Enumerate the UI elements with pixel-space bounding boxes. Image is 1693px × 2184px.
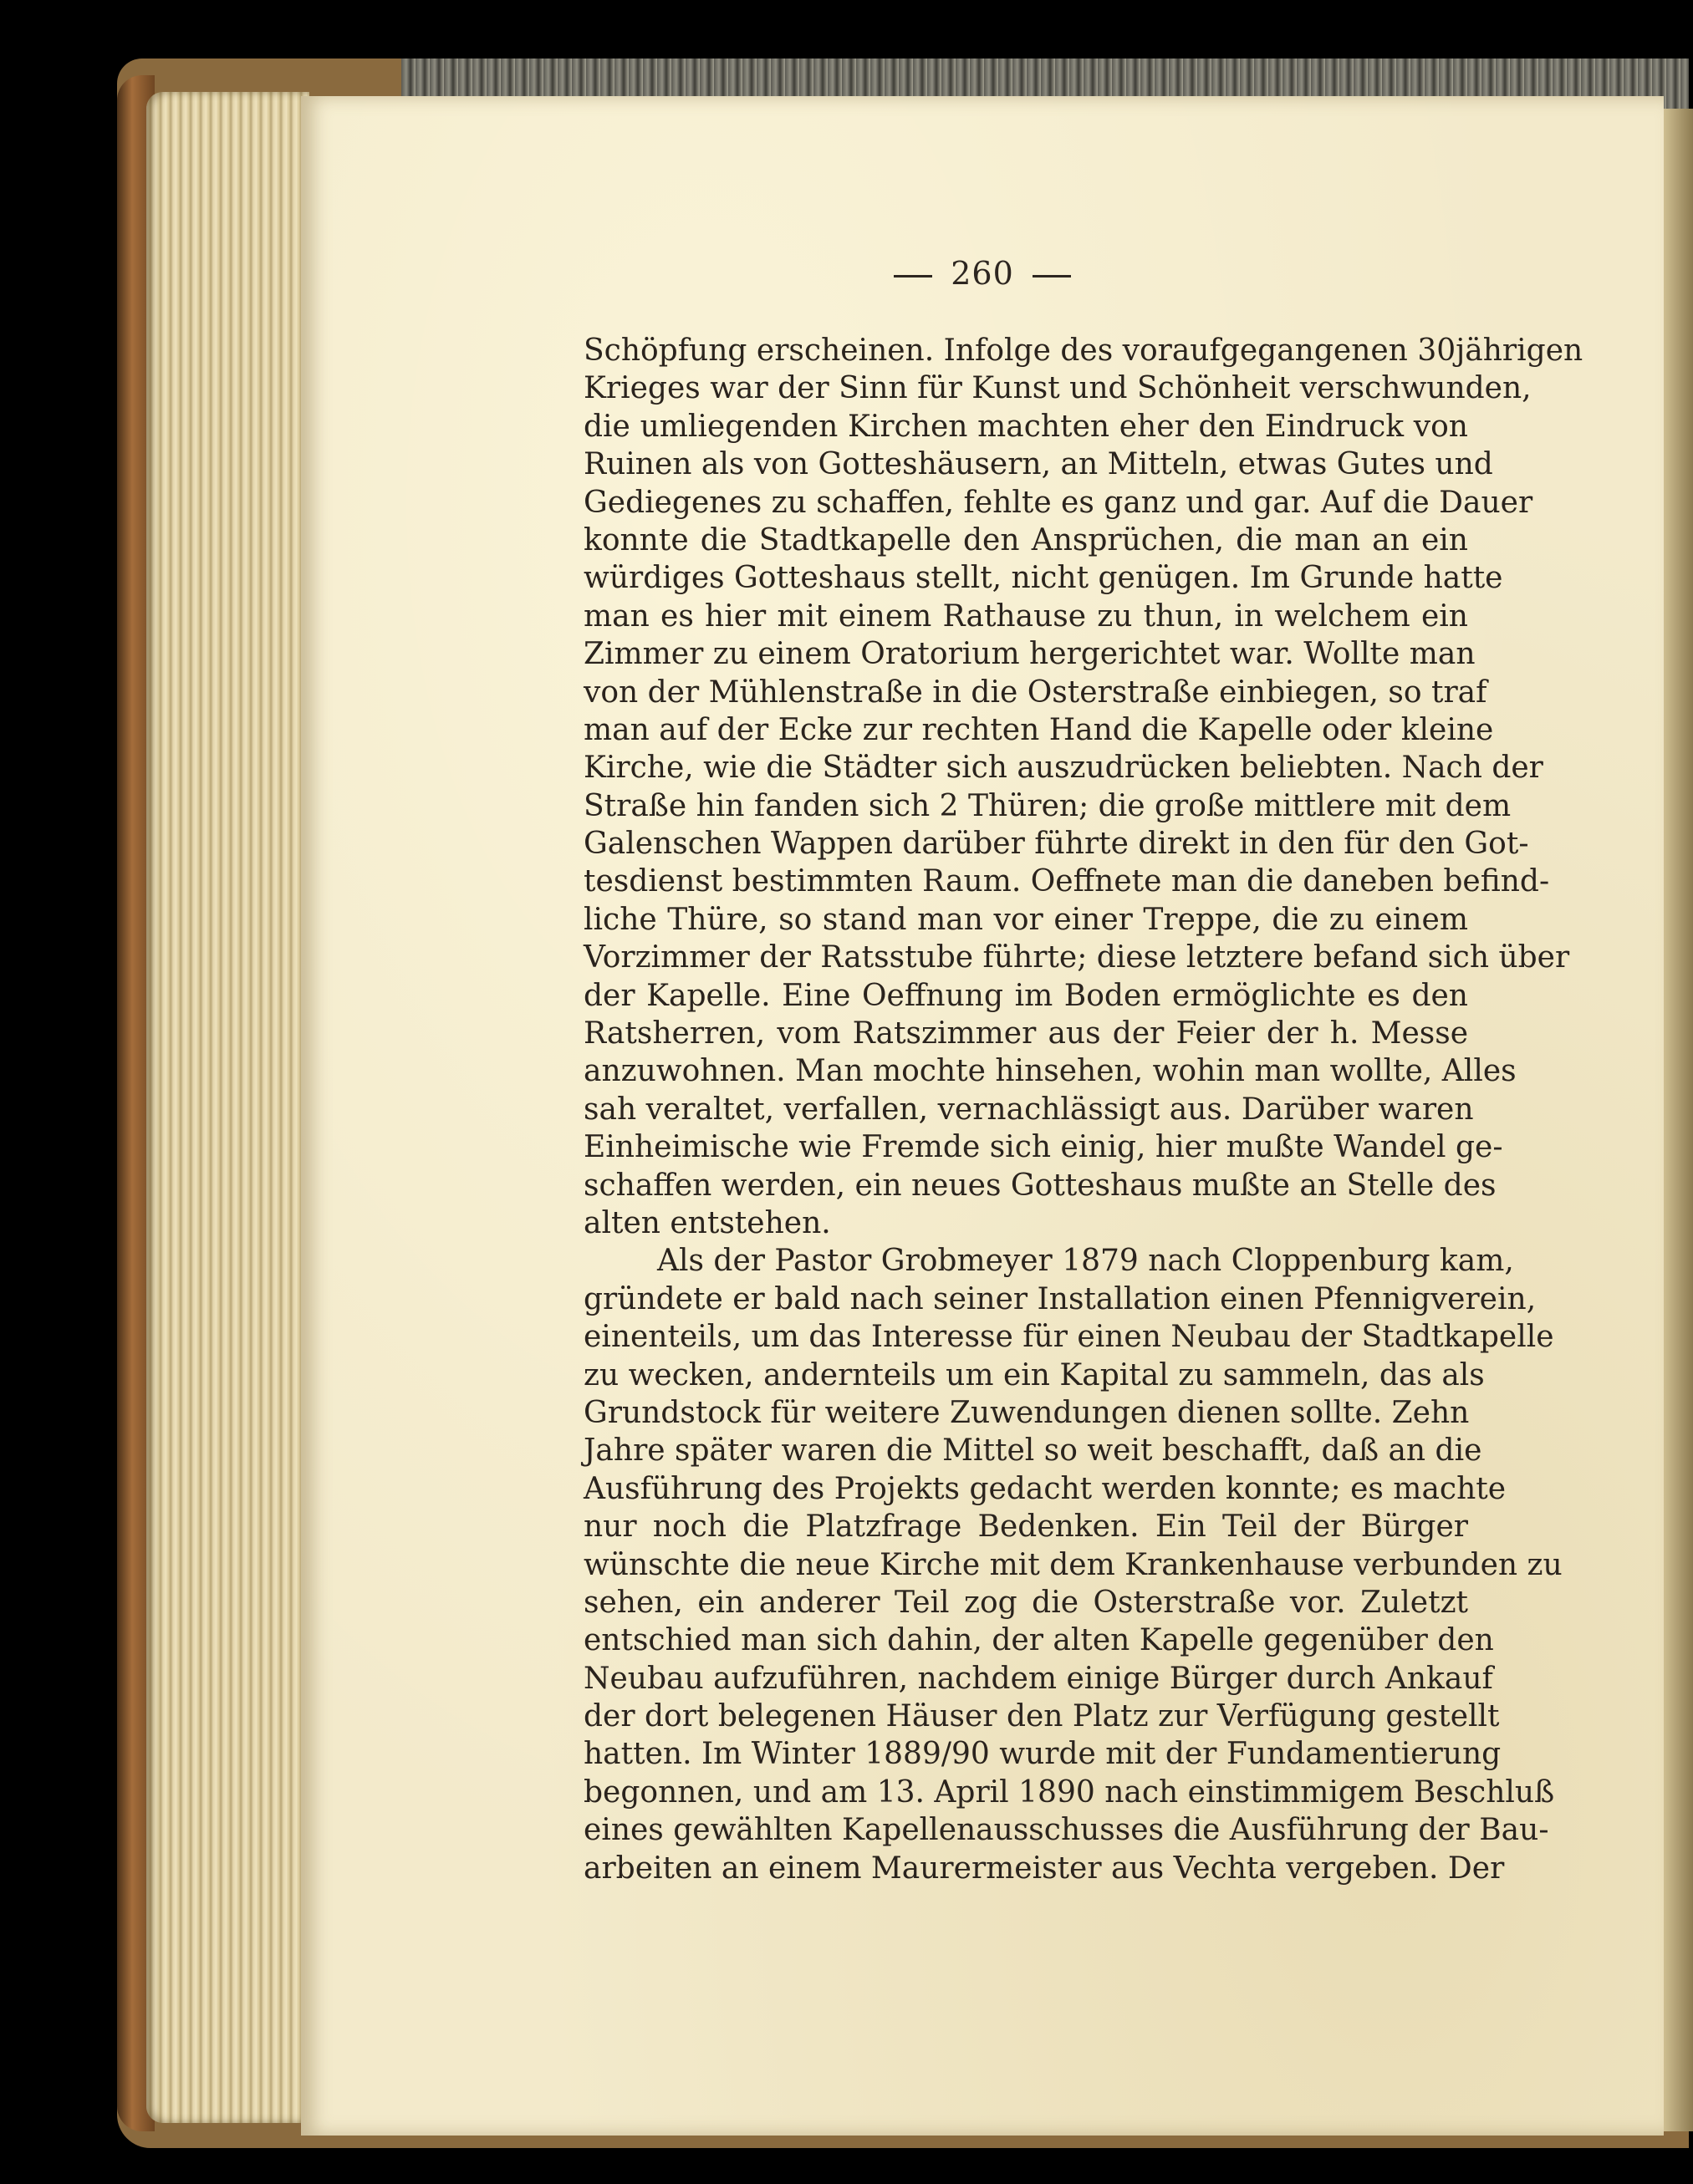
text-line: tesdienst bestimmten Raum. Oeffnete man die daneben befind- [584, 864, 1550, 899]
dash-left [894, 275, 932, 277]
text-line: Straße hin fanden sich 2 Thüren; die große mittlere mit dem [584, 788, 1512, 823]
body-text [584, 332, 1583, 1887]
text-line: konnte die Stadtkapelle den Ansprüchen, die man an ein [584, 522, 1468, 557]
text-line: Jahre später waren die Mittel so weit beschafft, daß an die [584, 1433, 1482, 1469]
text-line: Einheimische wie Fremde sich einig, hier mußte Wandel ge- [584, 1130, 1503, 1165]
text-line: liche Thüre, so stand man vor einer Treppe, die zu einem [584, 902, 1468, 937]
text-line: Ruinen als von Gotteshäusern, an Mitteln, etwas Gutes und [584, 447, 1493, 482]
text-line: schaffen werden, ein neues Gotteshaus mußte an Stelle des [584, 1168, 1497, 1203]
text-line: sah veraltet, verfallen, vernachlässigt aus. Darüber waren [584, 1092, 1474, 1127]
text-line: der dort belegenen Häuser den Platz zur Verfügung gestellt [584, 1699, 1500, 1734]
text-line: einenteils, um das Interesse für einen Neubau der Stadtkapelle [584, 1320, 1554, 1355]
text-line: Galenschen Wappen darüber führte direkt in den für den Got- [584, 827, 1529, 862]
text-line: Kirche, wie die Städter sich auszudrücken beliebten. Nach der [584, 751, 1543, 786]
text-line: arbeiten an einem Maurermeister aus Vechta vergeben. Der [584, 1851, 1505, 1886]
book-page [301, 96, 1664, 2136]
text-line: Vorzimmer der Ratsstube führte; diese letztere befand sich über [584, 940, 1570, 975]
text-line: man auf der Ecke zur rechten Hand die Kapelle oder kleine [584, 712, 1494, 747]
text-line: Als der Pastor Grobmeyer 1879 nach Cloppenburg kam, [657, 1244, 1514, 1279]
text-line: zu wecken, andernteils um ein Kapital zu sammeln, das als [584, 1357, 1485, 1392]
text-line: die umliegenden Kirchen machten eher den Eindruck von [584, 409, 1468, 444]
text-line: sehen, ein anderer Teil zog die Osterstraße vor. Zuletzt [584, 1585, 1468, 1620]
dash-right [1033, 275, 1071, 277]
text-line: Grundstock für weitere Zuwendungen dienen sollte. Zehn [584, 1395, 1470, 1430]
text-line: Ratsherren, vom Ratszimmer aus der Feier der h. Messe [584, 1016, 1468, 1051]
text-line: eines gewählten Kapellenausschusses die Ausführung der Bau- [584, 1813, 1549, 1848]
facing-page-gutter [1660, 109, 1693, 2131]
text-line: von der Mühlenstraße in die Osterstraße einbiegen, so traf [584, 675, 1487, 710]
text-line: entschied man sich dahin, der alten Kapelle gegenüber den [584, 1623, 1494, 1658]
text-line: gründete er bald nach seiner Installation einen Pfennigverein, [584, 1281, 1537, 1316]
text-line: der Kapelle. Eine Oeffnung im Boden ermöglichte es den [584, 978, 1468, 1013]
page-number: 260 [951, 255, 1014, 292]
text-line: Schöpfung erscheinen. Infolge des voraufgegangenen 30jährigen [584, 333, 1583, 368]
text-line: nur noch die Platzfrage Bedenken. Ein Teil der Bürger [584, 1509, 1468, 1545]
text-line: Zimmer zu einem Oratorium hergerichtet war. Wollte man [584, 637, 1476, 672]
text-line: alten entstehen. [584, 1205, 831, 1240]
page-number-header [301, 255, 1664, 292]
text-line: würdiges Gotteshaus stellt, nicht genügen. Im Grunde hatte [584, 561, 1503, 596]
text-line: wünschte die neue Kirche mit dem Krankenhause verbunden zu [584, 1547, 1563, 1582]
page-stack-edges [146, 92, 309, 2123]
text-line: Krieges war der Sinn für Kunst und Schönheit verschwunden, [584, 371, 1532, 406]
text-line: begonnen, und am 13. April 1890 nach einstimmigem Beschluß [584, 1774, 1555, 1810]
text-line: hatten. Im Winter 1889/90 wurde mit der Fundamentierung [584, 1737, 1502, 1772]
text-line: Neubau aufzuführen, nachdem einige Bürger durch Ankauf [584, 1661, 1493, 1696]
text-line: man es hier mit einem Rathause zu thun, in welchem ein [584, 598, 1468, 634]
text-line: Gediegenes zu schaffen, fehlte es ganz und gar. Auf die Dauer [584, 485, 1533, 520]
text-line: anzuwohnen. Man mochte hinsehen, wohin man wollte, Alles [584, 1054, 1517, 1089]
text-line: Ausführung des Projekts gedacht werden konnte; es machte [584, 1471, 1507, 1506]
